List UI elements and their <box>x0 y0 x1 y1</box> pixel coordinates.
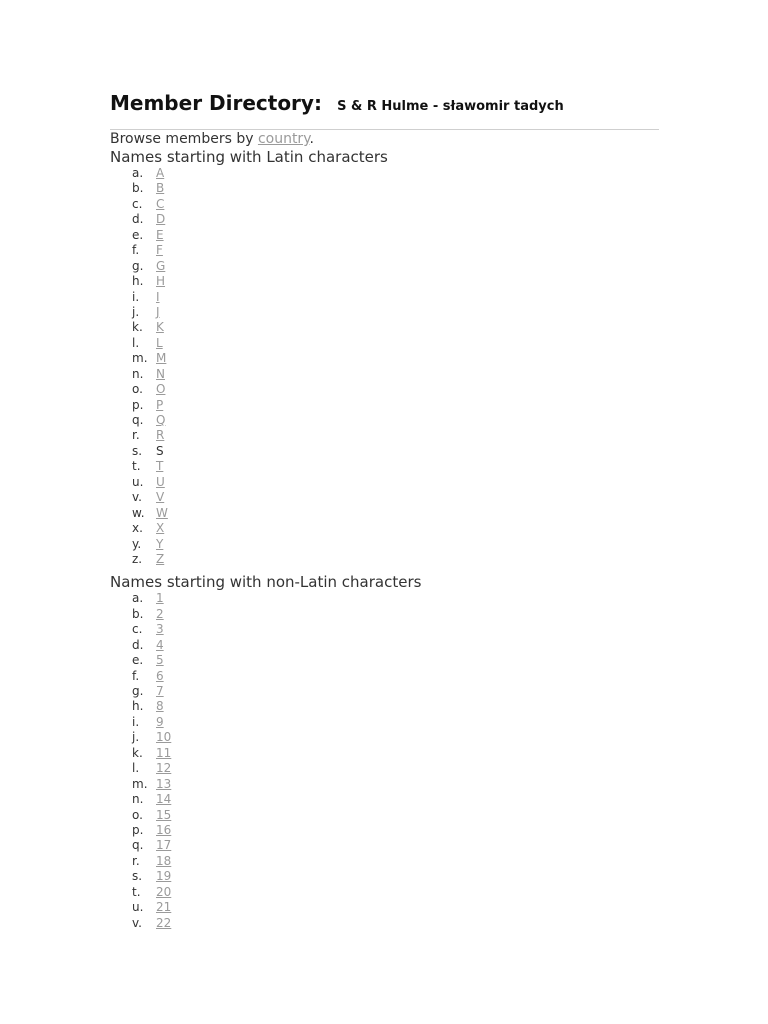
letter-link-n[interactable]: N <box>156 366 165 381</box>
number-link-10[interactable]: 10 <box>156 730 172 745</box>
letter-link-k[interactable]: K <box>156 320 164 335</box>
list-item <box>132 367 659 382</box>
number-link-16[interactable]: 16 <box>156 822 172 837</box>
list-item <box>132 351 659 366</box>
nonlatin-section-heading: Names starting with non-Latin characters <box>110 573 422 592</box>
list-item-marker: v. <box>132 490 142 505</box>
list-item-marker: c. <box>132 196 143 211</box>
list-item <box>132 413 659 428</box>
list-item <box>132 885 659 900</box>
number-link-7[interactable]: 7 <box>156 684 164 698</box>
list-item <box>132 428 659 443</box>
list-item-marker: u. <box>132 474 144 489</box>
list-item-marker: r. <box>132 428 140 443</box>
letter-link-c[interactable]: C <box>156 196 165 211</box>
list-item <box>132 591 659 606</box>
list-item-marker: t. <box>132 459 141 474</box>
list-item <box>132 730 659 745</box>
letter-link-y[interactable]: Y <box>156 536 164 551</box>
letter-link-w[interactable]: W <box>156 505 168 520</box>
letter-link-l[interactable]: L <box>156 335 163 350</box>
letter-link-m[interactable]: M <box>156 351 167 366</box>
list-item-marker: p. <box>132 397 144 412</box>
page-title <box>110 84 659 122</box>
nonlatin-letter-list <box>110 591 659 931</box>
list-item-marker: i. <box>132 289 140 304</box>
letter-current-s: S <box>156 443 164 458</box>
list-item-marker: g. <box>132 684 144 698</box>
list-item-marker: s. <box>132 443 143 458</box>
browse-by-line <box>110 130 659 148</box>
list-item <box>132 336 659 351</box>
letter-link-z[interactable]: Z <box>156 551 165 566</box>
list-item-marker: k. <box>132 745 143 760</box>
number-link-1[interactable]: 1 <box>156 591 164 606</box>
list-item-marker: h. <box>132 699 144 714</box>
list-item <box>132 166 659 181</box>
list-item <box>132 259 659 274</box>
list-item <box>132 320 659 335</box>
list-item-marker: n. <box>132 366 144 381</box>
letter-link-f[interactable]: F <box>156 243 163 258</box>
letter-link-b[interactable]: B <box>156 181 165 196</box>
letter-link-x[interactable]: X <box>156 521 165 536</box>
list-item <box>132 607 659 622</box>
letter-link-v[interactable]: V <box>156 490 165 505</box>
page-title-subtitle: S & R Hulme - sławomir tadych <box>337 99 564 114</box>
list-item-marker: k. <box>132 320 143 335</box>
number-link-12[interactable]: 12 <box>156 761 172 776</box>
number-link-22[interactable]: 22 <box>156 915 172 930</box>
list-item-marker: a. <box>132 591 144 606</box>
number-link-21[interactable]: 21 <box>156 900 172 915</box>
browse-suffix: . <box>309 131 314 147</box>
list-item <box>132 808 659 823</box>
browse-prefix: Browse members by <box>110 131 258 147</box>
number-link-9[interactable]: 9 <box>156 714 164 729</box>
list-item <box>132 290 659 305</box>
number-link-18[interactable]: 18 <box>156 853 172 868</box>
letter-link-d[interactable]: D <box>156 212 166 227</box>
list-item <box>132 475 659 490</box>
number-link-8[interactable]: 8 <box>156 699 164 714</box>
letter-link-a[interactable]: A <box>156 166 165 180</box>
list-item-marker: b. <box>132 181 144 196</box>
list-item-marker: r. <box>132 853 140 868</box>
list-item <box>132 552 659 567</box>
letter-link-o[interactable]: O <box>156 382 166 397</box>
letter-link-u[interactable]: U <box>156 474 165 489</box>
list-item-marker: d. <box>132 637 144 652</box>
list-item-marker: p. <box>132 822 144 837</box>
letter-link-r[interactable]: R <box>156 428 165 443</box>
list-item-marker: j. <box>132 304 140 319</box>
page-title-main: Member Directory: <box>110 91 322 115</box>
number-link-13[interactable]: 13 <box>156 776 172 791</box>
list-item-marker: w. <box>132 505 145 520</box>
list-item-marker: g. <box>132 258 144 273</box>
list-item-marker: j. <box>132 730 140 745</box>
list-item <box>132 869 659 884</box>
list-item <box>132 243 659 258</box>
list-item <box>132 916 659 931</box>
list-item-marker: l. <box>132 761 140 776</box>
list-item-marker: u. <box>132 900 144 915</box>
list-item <box>132 521 659 536</box>
list-item-marker: a. <box>132 166 144 180</box>
letter-link-p[interactable]: P <box>156 397 164 412</box>
list-item-marker: v. <box>132 915 142 930</box>
list-item-marker: s. <box>132 869 143 884</box>
number-link-2[interactable]: 2 <box>156 606 164 621</box>
list-item-marker: z. <box>132 551 143 566</box>
list-item <box>132 537 659 552</box>
list-item-marker: l. <box>132 335 140 350</box>
list-item <box>132 854 659 869</box>
list-item <box>132 274 659 289</box>
list-item-marker: e. <box>132 227 144 242</box>
number-link-17[interactable]: 17 <box>156 838 172 853</box>
list-item <box>132 777 659 792</box>
number-link-4[interactable]: 4 <box>156 637 164 652</box>
number-link-11[interactable]: 11 <box>156 745 172 760</box>
letter-link-q[interactable]: Q <box>156 413 166 427</box>
list-item <box>132 506 659 521</box>
list-item <box>132 305 659 320</box>
list-item-marker: h. <box>132 274 144 289</box>
list-item <box>132 823 659 838</box>
list-item-marker: f. <box>132 243 140 258</box>
list-item <box>132 197 659 212</box>
list-item-marker: f. <box>132 668 140 683</box>
list-item <box>132 382 659 397</box>
number-link-5[interactable]: 5 <box>156 653 164 668</box>
list-item <box>132 444 659 459</box>
list-item-marker: o. <box>132 382 143 397</box>
list-item-marker: i. <box>132 714 140 729</box>
list-item-marker: n. <box>132 792 144 807</box>
number-link-14[interactable]: 14 <box>156 792 172 807</box>
list-item <box>132 653 659 668</box>
list-item <box>132 622 659 637</box>
list-item <box>132 459 659 474</box>
list-item <box>132 761 659 776</box>
list-item <box>132 900 659 915</box>
number-link-15[interactable]: 15 <box>156 807 172 822</box>
number-link-20[interactable]: 20 <box>156 884 172 899</box>
list-item <box>132 181 659 196</box>
letter-link-g[interactable]: G <box>156 258 166 273</box>
list-item <box>132 669 659 684</box>
list-item-marker: m. <box>132 776 148 791</box>
list-item <box>132 746 659 761</box>
latin-section-heading: Names starting with Latin characters <box>110 148 388 166</box>
list-item <box>132 715 659 730</box>
list-item <box>132 792 659 807</box>
list-item <box>132 838 659 853</box>
number-link-19[interactable]: 19 <box>156 869 172 884</box>
list-item-marker: q. <box>132 413 144 427</box>
number-link-6[interactable]: 6 <box>156 668 164 683</box>
list-item-marker: t. <box>132 884 141 899</box>
latin-letter-list <box>110 166 659 567</box>
list-item <box>132 212 659 227</box>
list-item-marker: x. <box>132 521 143 536</box>
list-item-marker: c. <box>132 622 143 637</box>
list-item <box>132 699 659 714</box>
letter-link-j[interactable]: J <box>156 304 160 319</box>
list-item-marker: m. <box>132 351 148 366</box>
list-item-marker: o. <box>132 807 143 822</box>
number-link-3[interactable]: 3 <box>156 622 164 637</box>
list-item <box>132 684 659 699</box>
list-item-marker: q. <box>132 838 144 853</box>
letter-link-i[interactable]: I <box>156 289 160 304</box>
list-item-marker: b. <box>132 606 144 621</box>
letter-link-h[interactable]: H <box>156 274 166 289</box>
list-item-marker: y. <box>132 536 142 551</box>
letter-link-e[interactable]: E <box>156 227 164 242</box>
list-item <box>132 490 659 505</box>
letter-link-t[interactable]: T <box>156 459 164 474</box>
list-item <box>132 228 659 243</box>
country-link[interactable]: country <box>257 131 310 147</box>
list-item <box>132 638 659 653</box>
list-item <box>132 398 659 413</box>
list-item-marker: e. <box>132 653 144 668</box>
list-item-marker: d. <box>132 212 144 227</box>
